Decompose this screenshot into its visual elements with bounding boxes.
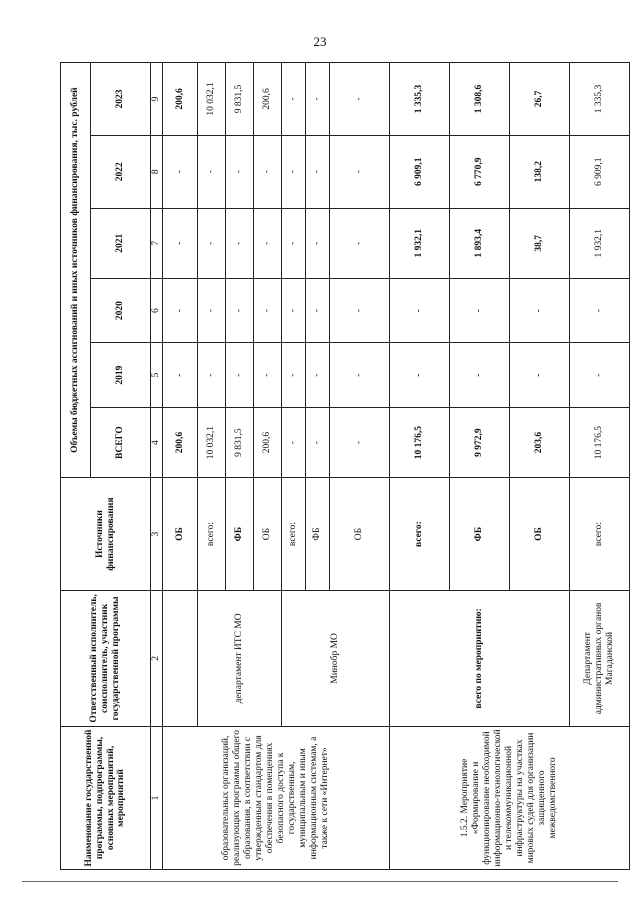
value-cell: - bbox=[306, 63, 330, 136]
value-cell: - bbox=[390, 278, 450, 343]
value-cell: - bbox=[330, 135, 390, 208]
value-cell: - bbox=[198, 208, 226, 278]
value-cell: 10 032,1 bbox=[198, 63, 226, 136]
value-cell: - bbox=[570, 278, 630, 343]
value-cell: 9 831,5 bbox=[226, 63, 254, 136]
header-year: 2023 bbox=[91, 63, 151, 136]
rotated-table-wrapper bbox=[60, 62, 615, 870]
value-cell: - bbox=[510, 278, 570, 343]
source-cell: ОБ bbox=[254, 478, 282, 591]
value-cell: - bbox=[390, 343, 450, 408]
source-cell: ОБ bbox=[510, 478, 570, 591]
value-cell: 6 770,9 bbox=[450, 135, 510, 208]
value-cell: - bbox=[330, 208, 390, 278]
value-cell: 1 308,6 bbox=[450, 63, 510, 136]
value-cell: 138,2 bbox=[510, 135, 570, 208]
event-name-cell: 1.5.2. Мероприятие «Формирование и функционирование необходимой информационно-технологической и телекоммуникационной инфраструктуры на участках мировых судей для организации защищенного межведомственного bbox=[390, 726, 630, 869]
value-cell: 9 831,5 bbox=[226, 407, 254, 477]
header-year: 2022 bbox=[91, 135, 151, 208]
source-cell: ФБ bbox=[450, 478, 510, 591]
value-cell: 1 335,3 bbox=[570, 63, 630, 136]
value-cell: - bbox=[510, 343, 570, 408]
header-year: 2021 bbox=[91, 208, 151, 278]
value-cell: - bbox=[198, 278, 226, 343]
col-number: 5 bbox=[151, 343, 163, 408]
table-frame bbox=[60, 62, 615, 870]
value-cell: - bbox=[226, 278, 254, 343]
value-cell: 200,6 bbox=[163, 63, 198, 136]
financing-table bbox=[60, 62, 630, 870]
value-cell: - bbox=[163, 135, 198, 208]
header-volumes: Объемы бюджетных ассигнований и иных источников финансирования, тыс. рублей bbox=[61, 63, 91, 478]
col-number: 8 bbox=[151, 135, 163, 208]
value-cell: - bbox=[450, 343, 510, 408]
header-year: 2019 bbox=[91, 343, 151, 408]
value-cell: - bbox=[198, 135, 226, 208]
page-number: 23 bbox=[313, 34, 327, 49]
source-cell: всего: bbox=[282, 478, 306, 591]
col-number: 2 bbox=[151, 590, 163, 726]
value-cell: - bbox=[254, 208, 282, 278]
value-cell: - bbox=[163, 343, 198, 408]
value-cell: - bbox=[226, 135, 254, 208]
col-number: 7 bbox=[151, 208, 163, 278]
value-cell: - bbox=[254, 343, 282, 408]
value-cell: 26,7 bbox=[510, 63, 570, 136]
executor-cell-empty bbox=[163, 590, 198, 726]
event-name-cell: образовательных организаций, реализующих программы общего образования, в соответствии с утвержденным стандартом для обеспечения в помещениях безопасного доступа к государственным, муниципальным и иным информационным системам, а также к сети «Интернет» bbox=[163, 726, 390, 869]
value-cell: - bbox=[570, 343, 630, 408]
value-cell: 6 909,1 bbox=[570, 135, 630, 208]
value-cell: - bbox=[198, 343, 226, 408]
header-executor: Ответственный исполнитель, соисполнитель, участник государственной программы bbox=[61, 590, 151, 726]
header-total: ВСЕГО bbox=[91, 407, 151, 477]
value-cell: 1 932,1 bbox=[570, 208, 630, 278]
header-source: Источники финансирования bbox=[61, 478, 151, 591]
bottom-scan-line bbox=[22, 881, 618, 882]
col-number: 9 bbox=[151, 63, 163, 136]
col-number: 4 bbox=[151, 407, 163, 477]
value-cell: 200,6 bbox=[254, 63, 282, 136]
value-cell: 200,6 bbox=[163, 407, 198, 477]
header-name: Наименование государственной программы, подпрограммы, основных мероприятий, мероприятий bbox=[61, 726, 151, 869]
value-cell: - bbox=[330, 63, 390, 136]
value-cell: - bbox=[450, 278, 510, 343]
value-cell: - bbox=[226, 208, 254, 278]
value-cell: - bbox=[282, 135, 306, 208]
source-cell: всего: bbox=[198, 478, 226, 591]
value-cell: 200,6 bbox=[254, 407, 282, 477]
value-cell: - bbox=[282, 208, 306, 278]
source-cell: ОБ bbox=[330, 478, 390, 591]
value-cell: - bbox=[282, 407, 306, 477]
value-cell: - bbox=[330, 278, 390, 343]
value-cell: - bbox=[254, 135, 282, 208]
value-cell: 6 909,1 bbox=[390, 135, 450, 208]
executor-total-cell: всего по мероприятию: bbox=[390, 590, 570, 726]
value-cell: 1 932,1 bbox=[390, 208, 450, 278]
executor-cell: Минобр МО bbox=[282, 590, 390, 726]
source-cell: ФБ bbox=[226, 478, 254, 591]
value-cell: - bbox=[163, 208, 198, 278]
source-cell: всего: bbox=[570, 478, 630, 591]
source-cell: ФБ bbox=[306, 478, 330, 591]
value-cell: - bbox=[163, 278, 198, 343]
value-cell: 9 972,9 bbox=[450, 407, 510, 477]
value-cell: 38,7 bbox=[510, 208, 570, 278]
value-cell: - bbox=[254, 278, 282, 343]
col-number: 3 bbox=[151, 478, 163, 591]
value-cell: - bbox=[306, 343, 330, 408]
executor-cell: департамент ИТС МО bbox=[198, 590, 282, 726]
value-cell: - bbox=[306, 135, 330, 208]
executor-cell: Департамент административных органов Магаданской bbox=[570, 590, 630, 726]
value-cell: - bbox=[306, 278, 330, 343]
col-number: 6 bbox=[151, 278, 163, 343]
value-cell: 10 032,1 bbox=[198, 407, 226, 477]
value-cell: 10 176,5 bbox=[390, 407, 450, 477]
value-cell: - bbox=[282, 343, 306, 408]
value-cell: - bbox=[330, 407, 390, 477]
header-year: 2020 bbox=[91, 278, 151, 343]
value-cell: 10 176,5 bbox=[570, 407, 630, 477]
value-cell: - bbox=[306, 208, 330, 278]
value-cell: - bbox=[282, 63, 306, 136]
value-cell: 1 335,3 bbox=[390, 63, 450, 136]
value-cell: 203,6 bbox=[510, 407, 570, 477]
value-cell: 1 893,4 bbox=[450, 208, 510, 278]
source-cell: ОБ bbox=[163, 478, 198, 591]
value-cell: - bbox=[306, 407, 330, 477]
source-cell: всего: bbox=[390, 478, 450, 591]
value-cell: - bbox=[330, 343, 390, 408]
value-cell: - bbox=[282, 278, 306, 343]
col-number: 1 bbox=[151, 726, 163, 869]
value-cell: - bbox=[226, 343, 254, 408]
